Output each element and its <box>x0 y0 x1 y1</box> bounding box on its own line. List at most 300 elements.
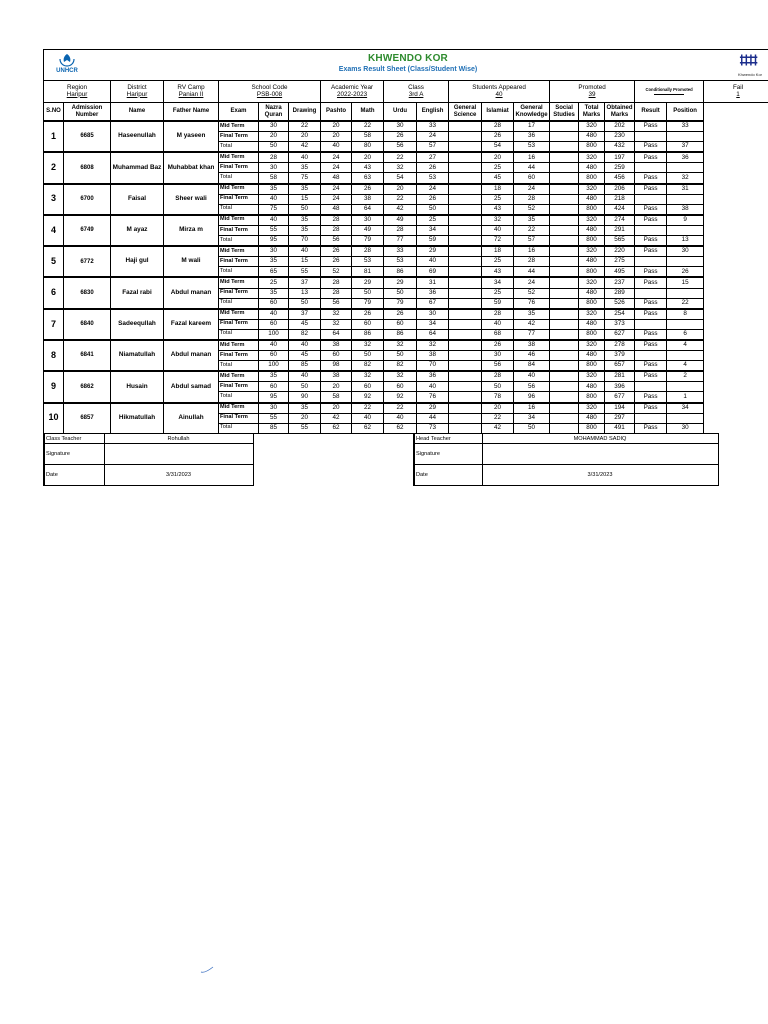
exam-label: Total <box>219 204 259 215</box>
org-title: KHWENDO KOR <box>368 53 448 64</box>
student-admission-number: 6857 <box>64 403 111 434</box>
cell-position <box>667 225 704 235</box>
cell-pashto: 52 <box>321 267 352 278</box>
cell-islamiat: 42 <box>482 423 514 433</box>
cell-gsci <box>449 236 482 247</box>
cell-gk: 40 <box>514 371 550 382</box>
cell-total: 320 <box>579 371 605 382</box>
col-header-position: Position <box>667 103 704 122</box>
table-row <box>44 215 768 226</box>
table-row <box>44 371 768 382</box>
exam-label: Final Term <box>219 288 259 298</box>
cell-total: 480 <box>579 351 605 361</box>
cell-total: 320 <box>579 403 605 414</box>
exam-label: Final Term <box>219 132 259 142</box>
cell-nazra: 95 <box>259 236 289 247</box>
cell-nazra: 35 <box>259 288 289 298</box>
cell-math: 92 <box>352 392 384 403</box>
cell-english: 31 <box>417 277 449 288</box>
cell-result: Pass <box>635 215 667 226</box>
cell-pashto: 98 <box>321 361 352 372</box>
cell-obtained: 275 <box>605 257 635 267</box>
student-father-name: M yaseen <box>164 121 219 152</box>
cell-gsci <box>449 163 482 173</box>
cell-math: 79 <box>352 298 384 309</box>
cell-pashto: 64 <box>321 329 352 340</box>
cell-total: 320 <box>579 246 605 257</box>
cell-position: 33 <box>667 121 704 132</box>
cell-drawing: 40 <box>289 246 321 257</box>
cell-islamiat: 40 <box>482 319 514 329</box>
cell-total: 480 <box>579 413 605 423</box>
cell-english: 59 <box>417 236 449 247</box>
exam-label: Mid Term <box>219 277 259 288</box>
cell-pashto: 28 <box>321 288 352 298</box>
cell-gk: 22 <box>514 225 550 235</box>
cell-islamiat: 78 <box>482 392 514 403</box>
col-header-obtained-marks: Obtained Marks <box>605 103 635 122</box>
col-header-math: Math <box>352 103 384 122</box>
cell-nazra: 30 <box>259 246 289 257</box>
cell-position: 8 <box>667 309 704 320</box>
cell-english: 53 <box>417 173 449 184</box>
cell-urdu: 32 <box>384 340 417 351</box>
cell-gsci <box>449 152 482 163</box>
cell-nazra: 60 <box>259 298 289 309</box>
cell-pashto: 20 <box>321 403 352 414</box>
student-name: Fazal rabi <box>111 277 164 308</box>
cell-result: Pass <box>635 309 667 320</box>
cell-english: 24 <box>417 132 449 142</box>
cell-obtained: 254 <box>605 309 635 320</box>
camp-cell: RV Camp Panian II <box>164 81 219 103</box>
cell-math: 53 <box>352 257 384 267</box>
cell-math: 86 <box>352 329 384 340</box>
cell-gsci <box>449 371 482 382</box>
cell-english: 36 <box>417 371 449 382</box>
head-teacher-signature-field[interactable] <box>482 444 718 465</box>
exam-label: Final Term <box>219 382 259 392</box>
col-header-urdu: Urdu <box>384 103 417 122</box>
cell-math: 43 <box>352 163 384 173</box>
cell-ss <box>550 204 579 215</box>
cell-drawing: 50 <box>289 382 321 392</box>
cell-urdu: 86 <box>384 329 417 340</box>
cell-english: 44 <box>417 413 449 423</box>
cell-total: 800 <box>579 329 605 340</box>
cell-gk: 28 <box>514 257 550 267</box>
cell-urdu: 32 <box>384 163 417 173</box>
cell-total: 800 <box>579 142 605 153</box>
cell-pashto: 40 <box>321 142 352 153</box>
cell-math: 62 <box>352 423 384 433</box>
cell-pashto: 24 <box>321 152 352 163</box>
student-admission-number: 6841 <box>64 340 111 371</box>
cell-math: 30 <box>352 215 384 226</box>
exam-label: Total <box>219 423 259 433</box>
cell-english: 36 <box>417 288 449 298</box>
cell-gk: 24 <box>514 184 550 195</box>
student-father-name: Abdul manan <box>164 340 219 371</box>
cell-gk: 76 <box>514 298 550 309</box>
unhcr-logo-text: UNHCR <box>56 68 78 74</box>
cell-result: Pass <box>635 329 667 340</box>
cell-gk: 46 <box>514 351 550 361</box>
cell-result <box>635 319 667 329</box>
cell-math: 20 <box>352 152 384 163</box>
cell-math: 32 <box>352 340 384 351</box>
cell-islamiat: 25 <box>482 257 514 267</box>
student-sno: 6 <box>44 277 64 308</box>
cell-position <box>667 163 704 173</box>
cell-pashto: 24 <box>321 194 352 204</box>
cell-drawing: 82 <box>289 329 321 340</box>
cell-pashto: 26 <box>321 257 352 267</box>
cell-ss <box>550 173 579 184</box>
cell-urdu: 28 <box>384 225 417 235</box>
cell-islamiat: 34 <box>482 277 514 288</box>
cell-drawing: 85 <box>289 361 321 372</box>
cell-urdu: 54 <box>384 173 417 184</box>
cell-math: 50 <box>352 351 384 361</box>
khwendo-kor-logo <box>732 53 768 79</box>
cell-islamiat: 59 <box>482 298 514 309</box>
student-father-name: Sheer wali <box>164 184 219 215</box>
cell-english: 70 <box>417 361 449 372</box>
cell-obtained: 278 <box>605 340 635 351</box>
cell-ss <box>550 225 579 235</box>
students-appeared-value: 40 <box>495 90 503 98</box>
student-name: Muhammad Baz <box>111 152 164 183</box>
cell-nazra: 85 <box>259 423 289 433</box>
cell-ss <box>550 288 579 298</box>
cell-pashto: 32 <box>321 309 352 320</box>
cell-nazra: 30 <box>259 163 289 173</box>
cell-math: 28 <box>352 246 384 257</box>
cell-result: Pass <box>635 371 667 382</box>
info-row <box>44 81 768 103</box>
cell-pashto: 20 <box>321 121 352 132</box>
cell-result: Pass <box>635 298 667 309</box>
cell-drawing: 42 <box>289 142 321 153</box>
cell-obtained: 220 <box>605 246 635 257</box>
cell-gk: 50 <box>514 423 550 433</box>
cell-urdu: 60 <box>384 382 417 392</box>
cell-gsci <box>449 225 482 235</box>
district-cell: District Haripur <box>111 81 164 103</box>
student-sno: 10 <box>44 403 64 434</box>
cell-islamiat: 18 <box>482 246 514 257</box>
cell-result: Pass <box>635 236 667 247</box>
cell-position: 4 <box>667 340 704 351</box>
cell-gk: 44 <box>514 267 550 278</box>
class-teacher-date-label: Date <box>44 465 104 486</box>
sheet-title: Exams Result Sheet (Class/Student Wise) <box>338 66 478 73</box>
cell-math: 80 <box>352 142 384 153</box>
exam-label: Final Term <box>219 163 259 173</box>
student-name: Niamatullah <box>111 340 164 371</box>
cell-gsci <box>449 403 482 414</box>
cell-gsci <box>449 267 482 278</box>
cell-obtained: 274 <box>605 215 635 226</box>
cell-english: 40 <box>417 382 449 392</box>
cell-ss <box>550 142 579 153</box>
exam-label: Mid Term <box>219 121 259 132</box>
col-header-exam: Exam <box>219 103 259 122</box>
cell-pashto: 58 <box>321 392 352 403</box>
cell-result: Pass <box>635 204 667 215</box>
cell-nazra: 20 <box>259 132 289 142</box>
cell-nazra: 50 <box>259 142 289 153</box>
col-header-result: Result <box>635 103 667 122</box>
cell-obtained: 565 <box>605 236 635 247</box>
exam-label: Total <box>219 392 259 403</box>
cell-position <box>667 413 704 423</box>
cell-pashto: 24 <box>321 163 352 173</box>
class-teacher-signature-field[interactable] <box>104 444 253 465</box>
col-header-nazra-quran: Nazra Quran <box>259 103 289 122</box>
cell-obtained: 197 <box>605 152 635 163</box>
cell-ss <box>550 246 579 257</box>
cell-obtained: 194 <box>605 403 635 414</box>
cell-obtained: 202 <box>605 121 635 132</box>
cell-urdu: 86 <box>384 267 417 278</box>
cell-result <box>635 257 667 267</box>
cell-nazra: 40 <box>259 340 289 351</box>
cell-total: 480 <box>579 194 605 204</box>
cell-nazra: 65 <box>259 267 289 278</box>
cell-drawing: 45 <box>289 351 321 361</box>
result-sheet <box>43 49 768 434</box>
cell-position: 30 <box>667 423 704 433</box>
cell-islamiat: 45 <box>482 173 514 184</box>
cell-result <box>635 288 667 298</box>
cell-pashto: 48 <box>321 204 352 215</box>
cell-position: 36 <box>667 152 704 163</box>
cell-drawing: 50 <box>289 298 321 309</box>
exam-label: Final Term <box>219 413 259 423</box>
class-teacher-date: 3/31/2023 <box>104 465 253 486</box>
cell-urdu: 26 <box>384 309 417 320</box>
cell-ss <box>550 215 579 226</box>
exam-label: Mid Term <box>219 309 259 320</box>
col-header-drawing: Drawing <box>289 103 321 122</box>
exam-label: Final Term <box>219 225 259 235</box>
cell-islamiat: 40 <box>482 225 514 235</box>
cell-english: 26 <box>417 163 449 173</box>
cell-ss <box>550 403 579 414</box>
exam-label: Final Term <box>219 319 259 329</box>
cell-total: 800 <box>579 204 605 215</box>
cell-islamiat: 56 <box>482 361 514 372</box>
cell-urdu: 40 <box>384 413 417 423</box>
cell-gsci <box>449 257 482 267</box>
cell-obtained: 677 <box>605 392 635 403</box>
class-value: 3rd A <box>408 90 424 98</box>
student-name: Husain <box>111 371 164 402</box>
col-header-general-science: General Science <box>449 103 482 122</box>
cell-obtained: 526 <box>605 298 635 309</box>
head-teacher-footer <box>413 433 719 486</box>
cell-urdu: 29 <box>384 277 417 288</box>
cell-gk: 38 <box>514 340 550 351</box>
cell-math: 22 <box>352 403 384 414</box>
exam-label: Total <box>219 173 259 184</box>
cell-urdu: 22 <box>384 152 417 163</box>
cell-obtained: 289 <box>605 288 635 298</box>
cell-english: 50 <box>417 204 449 215</box>
cell-drawing: 50 <box>289 204 321 215</box>
cell-drawing: 37 <box>289 309 321 320</box>
head-teacher-date: 3/31/2023 <box>482 465 718 486</box>
student-name: Haseenullah <box>111 121 164 152</box>
cell-gk: 84 <box>514 361 550 372</box>
cell-pashto: 60 <box>321 351 352 361</box>
cell-math: 60 <box>352 319 384 329</box>
school-code-value: PSB-008 <box>256 90 283 98</box>
exam-label: Mid Term <box>219 215 259 226</box>
cell-drawing: 35 <box>289 215 321 226</box>
cell-obtained: 495 <box>605 267 635 278</box>
student-sno: 4 <box>44 215 64 246</box>
cell-result: Pass <box>635 392 667 403</box>
cell-islamiat: 28 <box>482 309 514 320</box>
cell-gk: 77 <box>514 329 550 340</box>
cell-position: 1 <box>667 392 704 403</box>
cell-ss <box>550 329 579 340</box>
cell-gsci <box>449 204 482 215</box>
cell-ss <box>550 392 579 403</box>
exam-label: Mid Term <box>219 152 259 163</box>
cell-pashto: 62 <box>321 423 352 433</box>
cell-total: 320 <box>579 309 605 320</box>
cell-english: 57 <box>417 142 449 153</box>
cell-obtained: 206 <box>605 184 635 195</box>
cell-english: 38 <box>417 351 449 361</box>
cell-total: 480 <box>579 132 605 142</box>
exam-label: Final Term <box>219 194 259 204</box>
exam-label: Final Term <box>219 257 259 267</box>
student-father-name: Mirza m <box>164 215 219 246</box>
cell-result: Pass <box>635 152 667 163</box>
cell-position: 26 <box>667 267 704 278</box>
cell-position: 15 <box>667 277 704 288</box>
class-cell: Class 3rd A <box>384 81 449 103</box>
cell-islamiat: 25 <box>482 194 514 204</box>
cell-result <box>635 351 667 361</box>
cell-math: 63 <box>352 173 384 184</box>
class-teacher-label: Class Teacher <box>44 434 104 444</box>
cell-math: 22 <box>352 121 384 132</box>
table-row <box>44 340 768 351</box>
cell-total: 320 <box>579 215 605 226</box>
cell-total: 320 <box>579 121 605 132</box>
cell-ss <box>550 361 579 372</box>
cell-nazra: 25 <box>259 277 289 288</box>
cell-english: 67 <box>417 298 449 309</box>
head-teacher-date-label: Date <box>414 465 482 486</box>
cell-ss <box>550 267 579 278</box>
cell-english: 25 <box>417 215 449 226</box>
col-header-english: English <box>417 103 449 122</box>
cell-ss <box>550 382 579 392</box>
academic-year-cell: Academic Year 2022-2023 <box>321 81 384 103</box>
exam-label: Total <box>219 267 259 278</box>
cell-pashto: 38 <box>321 371 352 382</box>
cell-pashto: 28 <box>321 225 352 235</box>
region-value: Haripur <box>66 90 88 98</box>
cell-urdu: 26 <box>384 132 417 142</box>
cell-result <box>635 225 667 235</box>
cell-result: Pass <box>635 121 667 132</box>
exam-label: Total <box>219 329 259 340</box>
cell-pashto: 26 <box>321 246 352 257</box>
cell-pashto: 20 <box>321 132 352 142</box>
cell-total: 480 <box>579 163 605 173</box>
cell-english: 29 <box>417 246 449 257</box>
cell-islamiat: 18 <box>482 184 514 195</box>
cell-ss <box>550 152 579 163</box>
cell-obtained: 291 <box>605 225 635 235</box>
cell-urdu: 50 <box>384 288 417 298</box>
cell-urdu: 92 <box>384 392 417 403</box>
cell-ss <box>550 423 579 433</box>
promoted-cell: Promoted 39 <box>550 81 635 103</box>
cell-math: 38 <box>352 194 384 204</box>
cell-drawing: 40 <box>289 152 321 163</box>
cell-drawing: 55 <box>289 267 321 278</box>
cell-position: 34 <box>667 403 704 414</box>
cell-ss <box>550 309 579 320</box>
cell-islamiat: 32 <box>482 215 514 226</box>
district-value: Haripur <box>126 90 148 98</box>
cell-ss <box>550 194 579 204</box>
cell-obtained: 379 <box>605 351 635 361</box>
cell-gsci <box>449 298 482 309</box>
cell-gk: 16 <box>514 403 550 414</box>
cell-islamiat: 28 <box>482 121 514 132</box>
cell-total: 320 <box>579 340 605 351</box>
cond-promoted-cell: Conditionally Promoted <box>635 81 704 103</box>
cell-gk: 52 <box>514 288 550 298</box>
student-sno: 3 <box>44 184 64 215</box>
cell-obtained: 491 <box>605 423 635 433</box>
cell-drawing: 90 <box>289 392 321 403</box>
cell-math: 26 <box>352 309 384 320</box>
cell-islamiat: 43 <box>482 267 514 278</box>
cell-gk: 35 <box>514 309 550 320</box>
exam-label: Mid Term <box>219 371 259 382</box>
cell-gk: 36 <box>514 132 550 142</box>
khwendo-kor-logo-text: Khwendo Kor <box>737 72 762 77</box>
cell-gsci <box>449 351 482 361</box>
cell-position: 31 <box>667 184 704 195</box>
promoted-value: 39 <box>588 90 596 98</box>
cell-result: Pass <box>635 173 667 184</box>
cell-obtained: 259 <box>605 163 635 173</box>
cell-ss <box>550 121 579 132</box>
cell-drawing: 40 <box>289 371 321 382</box>
cell-math: 60 <box>352 382 384 392</box>
exam-label: Mid Term <box>219 403 259 414</box>
cell-gsci <box>449 309 482 320</box>
cell-result <box>635 163 667 173</box>
region-cell: Region Haripur <box>44 81 111 103</box>
student-name: M ayaz <box>111 215 164 246</box>
cell-gsci <box>449 132 482 142</box>
cell-position <box>667 257 704 267</box>
cell-obtained: 230 <box>605 132 635 142</box>
